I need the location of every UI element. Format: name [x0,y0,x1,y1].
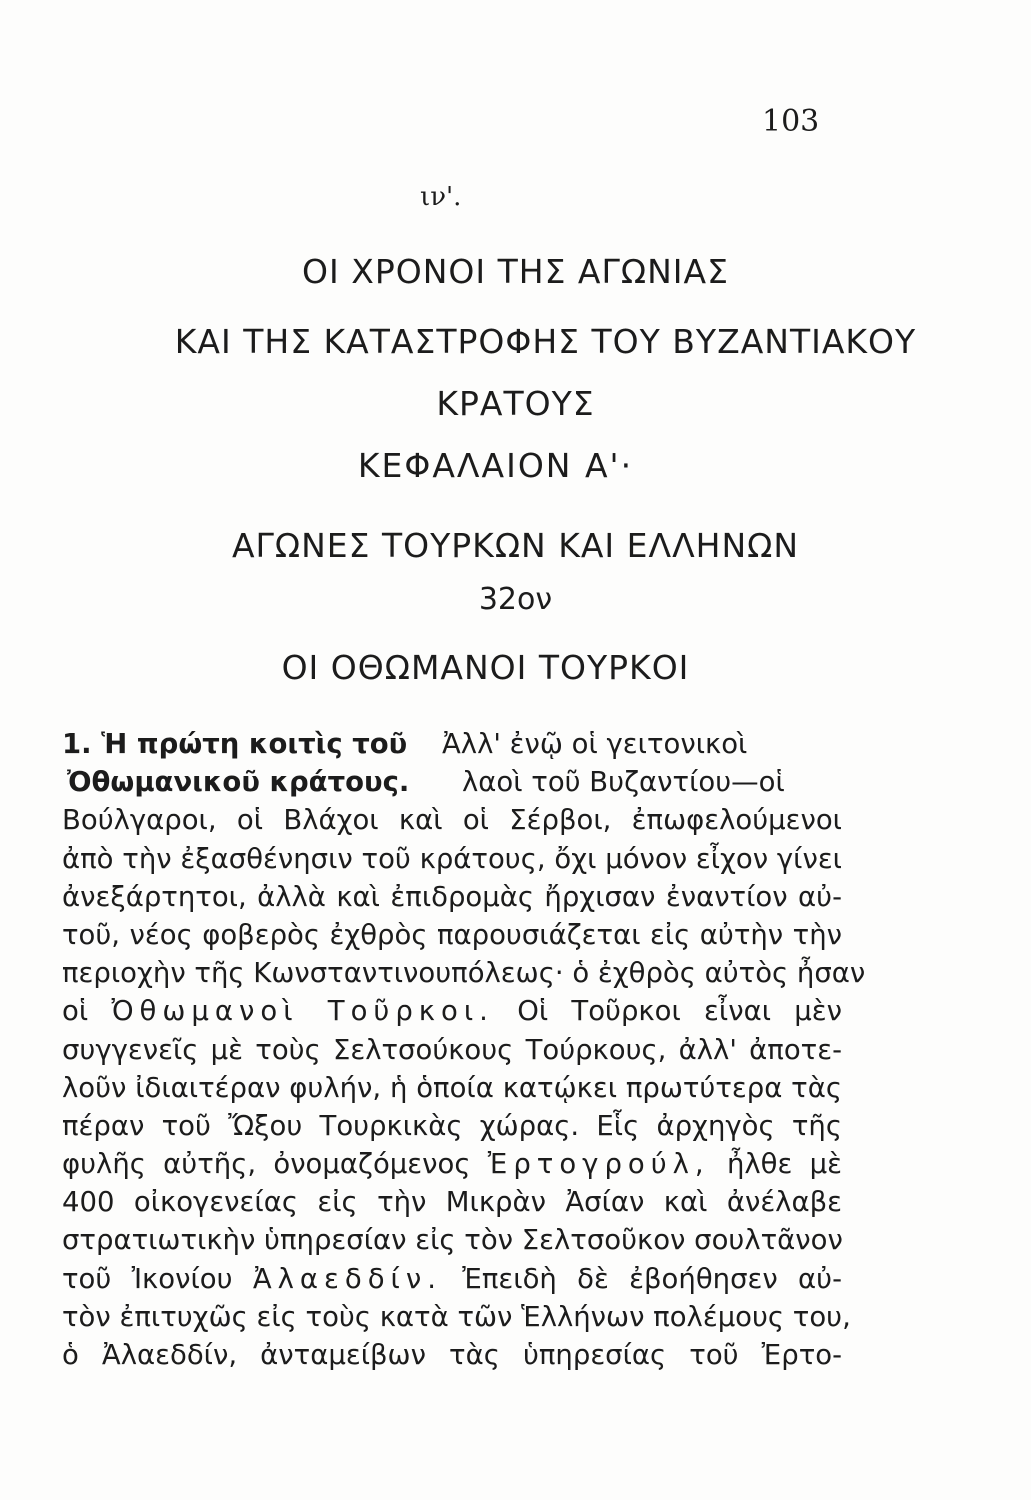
section-title: ΟΙ ΟΘΩΜΑΝΟΙ ΤΟΥΡΚΟΙ [281,648,690,687]
emphasized-term: Ὀθωμανοὶ Τοῦρκοι. [111,995,494,1028]
body-line: 400 οἰκογενείας εἰς τὴν Μικρὰν Ἀσίαν καὶ ἀνέλαβε [62,1186,842,1219]
body-text-fragment: τοῦ Ἰκονίου [62,1262,233,1295]
body-line: στρατιωτικὴν ὑπηρεσίαν εἰς τὸν Σελτσοῦκον σουλτᾶνον [62,1224,843,1257]
part-title-line-2: ΚΑΙ ΤΗΣ ΚΑΤΑΣΤΡΟΦΗΣ ΤΟΥ ΒΥΖΑΝΤΙΑΚΟΥ [174,322,917,361]
body-text-fragment: Ἀλλ' ἐνῷ οἱ γειτονικοὶ [442,728,748,760]
body-line: ὁ Ἀλαεδδίν, ἀνταμείβων τὰς ὑπηρεσίας τοῦ Ἐρτο- [62,1339,842,1371]
body-text-fragment: λαοὶ τοῦ Βυζαντίου—οἱ [462,766,785,799]
body-text-fragment: Ἐπειδὴ δὲ ἐβοήθησεν αὐ- [462,1262,843,1295]
body-line: Βούλγαροι, οἱ Βλάχοι καὶ οἱ Σέρβοι, ἐπωφελούμενοι [62,804,842,837]
page-number: 103 [762,104,820,139]
chapter-title: ΑΓΩΝΕΣ ΤΟΥΡΚΩΝ ΚΑΙ ΕΛΛΗΝΩΝ [231,526,800,565]
body-line [62,1260,842,1298]
emphasized-term: Ἐρτογρούλ, [487,1148,710,1181]
body-line [62,1145,842,1183]
side-heading-line-1: 1. Ἡ πρώτη κοιτὶς τοῦ [62,728,408,760]
body-line: περιοχὴν τῆς Κωνσταντινουπόλεως· ὁ ἐχθρὸς αὐτὸς ἦσαν [62,957,866,990]
body-line: λοῦν ἰδιαιτέραν φυλήν, ἡ ὁποία κατῴκει πρωτύτερα τὰς [62,1071,842,1104]
part-title-line-1: ΟΙ ΧΡΟΝΟΙ ΤΗΣ ΑΓΩΝΙΑΣ [302,252,729,291]
side-heading-line-2: Ὀθωμανικοῦ κράτους. [67,766,410,799]
part-mark: ιν'. [420,182,462,212]
body-line: τοῦ, νέος φοβερὸς ἐχθρὸς παρουσιάζεται εἰς αὐτὴν τὴν [62,918,842,951]
body-text-fragment: Οἱ Τοῦρκοι εἶναι μὲν [517,995,843,1028]
body-line: ἀπὸ τὴν ἐξασθένησιν τοῦ κράτους, ὄχι μόνον εἶχον γίνει [62,842,842,875]
body-line: συγγενεῖς μὲ τοὺς Σελτσούκους Τούρκους, ἀλλ' ἀποτε- [62,1033,842,1066]
body-text-fragment: οἱ [62,995,89,1028]
body-line [62,725,842,763]
section-number: 32ον [478,582,553,617]
body-line [62,763,842,801]
emphasized-term: Ἀλαεδδίν. [252,1262,442,1295]
body-line: πέραν τοῦ Ὤξου Τουρκικὰς χώρας. Εἷς ἀρχηγὸς τῆς [62,1109,842,1142]
body-paragraph [62,725,866,1374]
chapter-label: ΚΕΦΑΛΑΙΟΝ Α'· [357,446,634,485]
body-line [62,992,842,1030]
body-line: τὸν ἐπιτυχῶς εἰς τοὺς κατὰ τῶν Ἑλλήνων πολέμους του, [62,1300,851,1333]
body-text-fragment: ἦλθε μὲ [726,1148,842,1181]
body-line: ἀνεξάρτητοι, ἀλλὰ καὶ ἐπιδρομὰς ἤρχισαν ἐναντίον αὐ- [62,880,842,913]
part-title-line-3: ΚΡΑΤΟΥΣ [436,384,595,423]
body-text-fragment: φυλῆς αὐτῆς, ὀνομαζόμενος [62,1148,471,1181]
